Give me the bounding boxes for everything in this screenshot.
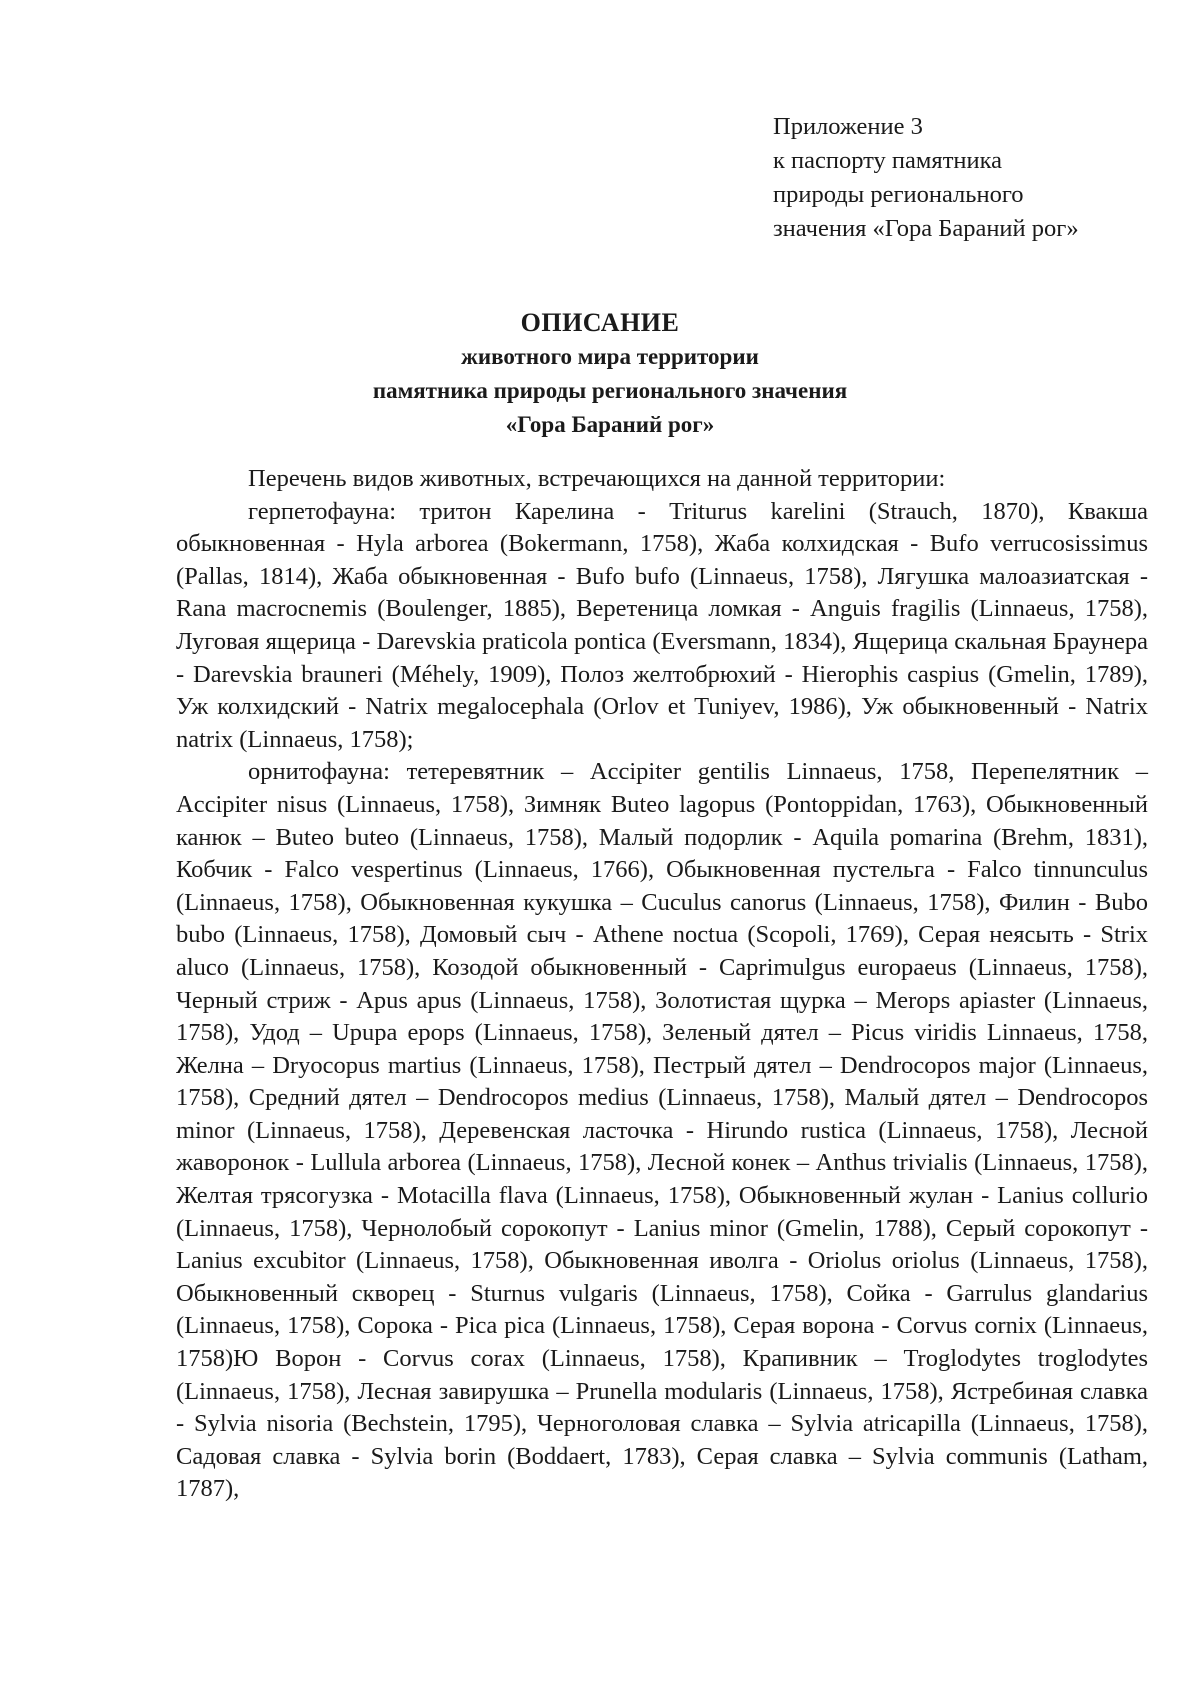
heading-line: животного мира территории	[461, 344, 759, 369]
document-heading	[0, 306, 1200, 442]
appendix-line: к паспорту памятника	[773, 147, 1003, 174]
document-body	[176, 463, 1148, 1506]
appendix-line: значения «Гора Бараний рог»	[773, 215, 1079, 242]
ornithofauna-paragraph: орнитофауна: тетеревятник – Accipiter gentilis Linnaeus, 1758, Перепелятник – Accipiter nisus (Linnaeus, 1758), Зимняк Buteo lagopus (Pontoppidan, 1763), Обыкновенный канюк – Buteo buteo (Linnaeus, 1758), Малый подорлик - Aquila pomarina (Brehm, 1831), Кобчик - Falco vespertinus (Linnaeus, 1766), Обыкновенная пустельга - Falco tinnunculus (Linnaeus, 1758), Обыкновенная кукушка – Cuculus canorus (Linnaeus, 1758), Филин - Bubo bubo (Linnaeus, 1758), Домовый сыч - Athene noctua (Scopoli, 1769), Серая неясыть - Strix aluco (Linnaeus, 1758), Козодой обыкновенный - Caprimulgus europaeus (Linnaeus, 1758), Черный стриж - Apus apus (Linnaeus, 1758), Золотистая щурка – Merops apiaster (Linnaeus, 1758), Удод – Upupa epops (Linnaeus, 1758), Зеленый дятел – Picus viridis Linnaeus, 1758, Желна – Dryocopus martius (Linnaeus, 1758), Пестрый дятел – Dendrocopos major (Linnaeus, 1758), Средний дятел – Dendrocopos medius (Linnaeus, 1758), Малый дятел – Dendrocopos minor (Linnaeus, 1758), Деревенская ласточка - Hirundo rustica (Linnaeus, 1758), Лесной жаворонок - Lullula arborea (Linnaeus, 1758), Лесной конек – Anthus trivialis (Linnaeus, 1758), Желтая трясогузка - Motacilla flava (Linnaeus, 1758), Обыкновенный жулан - Lanius collurio (Linnaeus, 1758), Чернолобый сорокопут - Lanius minor (Gmelin, 1788), Серый сорокопут - Lanius excubitor (Linnaeus, 1758), Обыкновенная иволга - Oriolus oriolus (Linnaeus, 1758), Обыкновенный скворец - Sturnus vulgaris (Linnaeus, 1758), Сойка - Garrulus glandarius (Linnaeus, 1758), Сорока - Pica pica (Linnaeus, 1758), Серая ворона - Corvus cornix (Linnaeus, 1758)Ю Ворон - Corvus corax (Linnaeus, 1758), Крапивник – Troglodytes troglodytes (Linnaeus, 1758), Лесная завирушка – Prunella modularis (Linnaeus, 1758), Ястребиная славка - Sylvia nisoria (Bechstein, 1795), Черноголовая славка – Sylvia atricapilla (Linnaeus, 1758), Садовая славка - Sylvia borin (Boddaert, 1783), Серая славка – Sylvia communis (Latham, 1787),	[176, 758, 1148, 1503]
herpetofauna-paragraph: герпетофауна: тритон Карелина - Triturus karelini (Strauch, 1870), Квакша обыкновенная - Hyla arborea (Bokermann, 1758), Жаба колхидская - Bufo verrucosissimus (Pallas, 1814), Жаба обыкновенная - Bufo bufo (Linnaeus, 1758), Лягушка малоазиатская - Rana macrocnemis (Boulenger, 1885), Веретеница ломкая - Anguis fragilis (Linnaeus, 1758), Луговая ящерица - Darevskia praticola pontica (Eversmann, 1834), Ящерица скальная Браунера - Darevskia brauneri (Méhely, 1909), Полоз желтобрюхий - Hierophis caspius (Gmelin, 1789), Уж колхидский - Natrix megalocephala (Orlov et Tuniyev, 1986), Уж обыкновенный - Natrix natrix (Linnaeus, 1758);	[176, 497, 1148, 753]
intro-paragraph: Перечень видов животных, встречающихся на данной территории:	[248, 465, 946, 492]
heading-line: памятника природы регионального значения	[372, 378, 848, 403]
appendix-line: природы регионального	[773, 181, 1024, 208]
appendix-note	[773, 110, 1079, 246]
heading-line: «Гора Бараний рог»	[505, 412, 715, 437]
appendix-line: Приложение 3	[773, 113, 923, 140]
document-title: ОПИСАНИЕ	[520, 308, 680, 337]
